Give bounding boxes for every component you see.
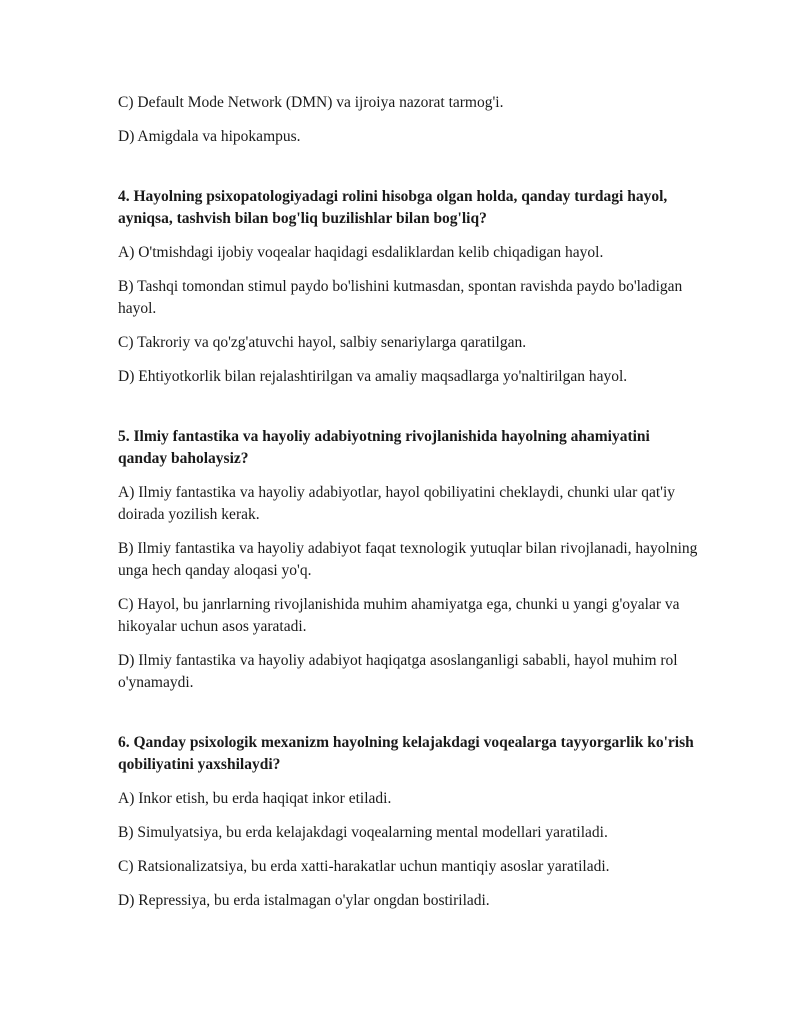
question-4-option-b: B) Tashqi tomondan stimul paydo bo'lishini kutmasdan, spontan ravishda paydo bo'ladigan hayol. (118, 278, 683, 317)
question-4-title: 4. Hayolning psixopatologiyadagi rolini hisobga olgan holda, qanday turdagi hayol, ayniqsa, tashvish bilan bog'liq buzilishlar bilan bog'liq? (118, 188, 668, 227)
question-6-title: 6. Qanday psixologik mexanizm hayolning kelajakdagi voqealarga tayyorgarlik ko'rish qobiliyatini yaxshilaydi? (118, 734, 694, 773)
question-6-option-a: A) Inkor etish, bu erda haqiqat inkor etiladi. (118, 790, 392, 807)
question-4-option-a: A) O'tmishdagi ijobiy voqealar haqidagi esdaliklardan kelib chiqadigan hayol. (118, 244, 604, 261)
question-5-title: 5. Ilmiy fantastika va hayoliy adabiyotning rivojlanishida hayolning ahamiyatini qanday baholaysiz? (118, 428, 650, 467)
question-6-option-d: D) Repressiya, bu erda istalmagan o'ylar ongdan bostiriladi. (118, 892, 490, 909)
question-6-option-b: B) Simulyatsiya, bu erda kelajakdagi voqealarning mental modellari yaratiladi. (118, 824, 608, 841)
question-6-option-c: C) Ratsionalizatsiya, bu erda xatti-harakatlar uchun mantiqiy asoslar yaratiladi. (118, 858, 610, 875)
question-5-option-a: A) Ilmiy fantastika va hayoliy adabiyotlar, hayol qobiliyatini cheklaydi, chunki ular qat'iy doirada yozilish kerak. (118, 484, 676, 523)
question-4-option-d: D) Ehtiyotkorlik bilan rejalashtirilgan va amaliy maqsadlarga yo'naltirilgan hayol. (118, 368, 628, 385)
question-4-option-c: C) Takroriy va qo'zg'atuvchi hayol, salbiy senariylarga qaratilgan. (118, 334, 527, 351)
option-d: D) Amigdala va hipokampus. (118, 128, 301, 145)
document-page (118, 92, 698, 924)
option-c: C) Default Mode Network (DMN) va ijroiya nazorat tarmog'i. (118, 94, 504, 111)
question-5-option-d: D) Ilmiy fantastika va hayoliy adabiyot haqiqatga asoslanganligi sababli, hayol muhim rol o'ynamaydi. (118, 652, 678, 691)
question-5-option-b: B) Ilmiy fantastika va hayoliy adabiyot faqat texnologik yutuqlar bilan rivojlanadi, hayolning unga hech qanday aloqasi yo'q. (118, 540, 698, 579)
question-5-option-c: C) Hayol, bu janrlarning rivojlanishida muhim ahamiyatga ega, chunki u yangi g'oyalar va hikoyalar uchun asos yaratadi. (118, 596, 680, 635)
